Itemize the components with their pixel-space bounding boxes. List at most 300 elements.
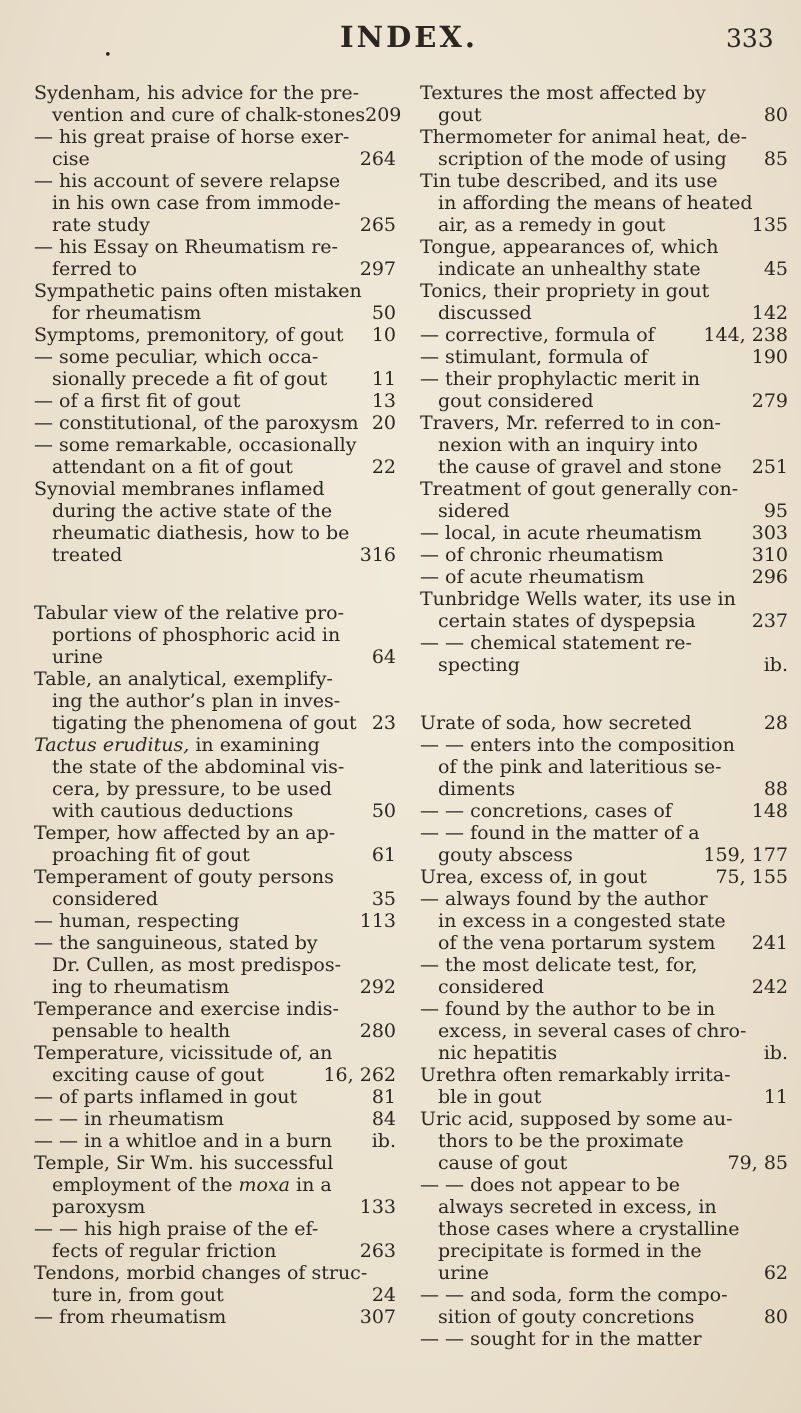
entry-line (34, 646, 396, 668)
entry-line (420, 888, 788, 910)
entry-text: precipitate is formed in the (438, 1240, 702, 1262)
page-reference: 133 (359, 1196, 396, 1218)
entry-line (420, 456, 788, 478)
entry-text: in excess in a congested state (438, 910, 726, 932)
entry-text: nic hepatitis (438, 1042, 558, 1064)
page-reference: ib. (763, 654, 788, 676)
entry-line (420, 976, 788, 998)
entry-line (420, 1262, 788, 1284)
entry-line (420, 1042, 788, 1064)
entry-text: — some remarkable, occasionally (34, 434, 357, 456)
entry-line (34, 500, 396, 522)
page-reference: 64 (371, 646, 396, 668)
section-gap (34, 566, 396, 602)
entry-text: Temperament of gouty persons (34, 866, 334, 888)
entry-text: cera, by pressure, to be used (52, 778, 332, 800)
index-entry (420, 1108, 788, 1350)
entry-line (34, 236, 396, 258)
page-reference: 307 (359, 1306, 396, 1328)
entry-line (420, 1020, 788, 1042)
entry-line (420, 778, 788, 800)
left-column (34, 82, 402, 1328)
entry-text: fects of regular friction (52, 1240, 277, 1262)
entry-line (420, 822, 788, 844)
page-reference: 35 (371, 888, 396, 910)
entry-line (34, 192, 396, 214)
index-entry (420, 280, 788, 412)
entry-text: — — sought for in the matter (420, 1328, 702, 1350)
page-reference: 61 (371, 844, 396, 866)
page-reference: 20 (371, 412, 396, 434)
index-entry (420, 82, 788, 126)
entry-line (34, 1218, 396, 1240)
entry-line (420, 610, 788, 632)
entry-text: — — in rheumatism (34, 1108, 225, 1130)
index-entry (34, 82, 402, 280)
entry-line (420, 82, 788, 104)
page-reference: 148 (751, 800, 788, 822)
page-reference: 142 (751, 302, 788, 324)
entry-line (420, 566, 788, 588)
entry-text: of the vena portarum system (438, 932, 716, 954)
entry-line (420, 104, 788, 126)
entry-line (420, 800, 788, 822)
entry-line (420, 1064, 788, 1086)
entry-text: — his great praise of horse exer- (34, 126, 350, 148)
page-reference: 280 (359, 1020, 396, 1042)
entry-text: Tactus eruditus, in examining (34, 734, 320, 756)
entry-text: diments (438, 778, 516, 800)
page-reference: 23 (371, 712, 396, 734)
page-reference: 80 (763, 1306, 788, 1328)
entry-text: considered (52, 888, 159, 910)
entry-text: thors to be the proximate (438, 1130, 684, 1152)
entry-text: Tin tube described, and its use (420, 170, 718, 192)
entry-text: tigating the phenomena of gout (52, 712, 357, 734)
entry-text: portions of phosphoric acid in (52, 624, 341, 646)
entry-text: excess, in several cases of chro- (438, 1020, 747, 1042)
entry-text: Thermometer for animal heat, de- (420, 126, 747, 148)
entry-line (420, 654, 788, 676)
entry-line (420, 954, 788, 976)
page-reference: 237 (751, 610, 788, 632)
page-title: INDEX. (340, 20, 478, 54)
entry-text: employment of the moxa in a (52, 1174, 332, 1196)
entry-text: Tonics, their propriety in gout (420, 280, 710, 302)
entry-line (420, 544, 788, 566)
entry-line (420, 324, 788, 346)
entry-line (420, 998, 788, 1020)
entry-line (34, 844, 396, 866)
entry-text: — the sanguineous, stated by (34, 932, 318, 954)
entry-text: — the most delicate test, for, (420, 954, 698, 976)
entry-text: specting (438, 654, 520, 676)
entry-line (34, 822, 396, 844)
entry-text: — of acute rheumatism (420, 566, 645, 588)
entry-line (34, 734, 396, 756)
entry-text: — of chronic rheumatism (420, 544, 664, 566)
entry-text: Treatment of gout generally con- (420, 478, 739, 500)
index-entry (420, 412, 788, 478)
entry-text: attendant on a fit of gout (52, 456, 293, 478)
entry-text: proaching fit of gout (52, 844, 250, 866)
entry-text: cise (52, 148, 90, 170)
entry-line (420, 236, 788, 258)
entry-line (420, 214, 788, 236)
entry-text: Temper, how affected by an ap- (34, 822, 336, 844)
entry-text: — of parts inflamed in gout (34, 1086, 298, 1108)
page-reference: 303 (751, 522, 788, 544)
page-reference: 279 (751, 390, 788, 412)
entry-line (34, 668, 396, 690)
entry-line (420, 1328, 788, 1350)
entry-line (34, 1130, 396, 1152)
index-entry (420, 170, 788, 236)
entry-text: — corrective, formula of (420, 324, 655, 346)
entry-text: Urethra often remarkably irrita- (420, 1064, 731, 1086)
entry-line (34, 910, 396, 932)
entry-line (420, 1306, 788, 1328)
entry-line (34, 170, 396, 192)
page-reference: 310 (751, 544, 788, 566)
entry-text: urine (52, 646, 103, 668)
entry-text: Dr. Cullen, as most predispos- (52, 954, 342, 976)
entry-text: — from rheumatism (34, 1306, 227, 1328)
index-entry (34, 1042, 396, 1152)
entry-line (34, 82, 396, 104)
entry-line (420, 346, 788, 368)
index-entry (420, 712, 788, 866)
entry-text: those cases where a crystalline (438, 1218, 740, 1240)
page-reference: 80 (763, 104, 788, 126)
entry-line (34, 1174, 396, 1196)
entry-line (420, 1152, 788, 1174)
entry-text: gout considered (438, 390, 594, 412)
entry-text: Urea, excess of, in gout (420, 866, 647, 888)
entry-line (34, 434, 396, 456)
entry-line (420, 192, 788, 214)
page-reference: 85 (763, 148, 788, 170)
entry-text: the state of the abdominal vis- (52, 756, 345, 778)
entry-line (34, 522, 396, 544)
entry-line (34, 1196, 396, 1218)
entry-text: paroxysm (52, 1196, 146, 1218)
entry-text: Sympathetic pains often mistaken (34, 280, 362, 302)
entry-text: the cause of gravel and stone (438, 456, 722, 478)
entry-line (420, 148, 788, 170)
entry-text: treated (52, 544, 123, 566)
index-entry (34, 734, 396, 822)
entry-line (34, 104, 402, 126)
index-entry (420, 478, 788, 588)
index-entry (34, 866, 396, 998)
entry-text: for rheumatism (52, 302, 202, 324)
entry-line (34, 690, 396, 712)
entry-text: — their prophylactic merit in (420, 368, 701, 390)
entry-line (34, 368, 396, 390)
entry-line (34, 478, 396, 500)
entry-line (34, 126, 396, 148)
entry-text: Sydenham, his advice for the pre- (34, 82, 360, 104)
entry-line (420, 1086, 788, 1108)
entry-text: Synovial membranes inflamed (34, 478, 325, 500)
entry-line (34, 412, 396, 434)
entry-text: — his account of severe relapse (34, 170, 341, 192)
entry-text: Travers, Mr. referred to in con- (420, 412, 721, 434)
entry-text: discussed (438, 302, 532, 324)
entry-text: ing the author’s plan in inves- (52, 690, 341, 712)
entry-line (34, 214, 396, 236)
page-reference: 264 (359, 148, 396, 170)
entry-text: — — chemical statement re- (420, 632, 692, 654)
entry-line (420, 1196, 788, 1218)
entry-line (420, 280, 788, 302)
entry-text: — always found by the author (420, 888, 708, 910)
page-reference: 84 (371, 1108, 396, 1130)
entry-line (34, 346, 396, 368)
entry-line (34, 1064, 396, 1086)
index-entry (420, 126, 788, 170)
page-reference: 241 (751, 932, 788, 954)
entry-text: Uric acid, supposed by some au- (420, 1108, 733, 1130)
entry-text: — — in a whitloe and in a burn (34, 1130, 333, 1152)
entry-text: — — found in the matter of a (420, 822, 700, 844)
page-reference: 159, 177 (703, 844, 788, 866)
entry-line (420, 412, 788, 434)
entry-text: indicate an unhealthy state (438, 258, 701, 280)
entry-line (420, 844, 788, 866)
page-reference: ib. (763, 1042, 788, 1064)
entry-line (420, 1240, 788, 1262)
page-reference: 79, 85 (727, 1152, 788, 1174)
entry-text: Urate of soda, how secreted (420, 712, 692, 734)
page-reference: 13 (371, 390, 396, 412)
page-reference: 11 (763, 1086, 788, 1108)
entry-line (34, 390, 396, 412)
entry-line (420, 632, 788, 654)
entry-line (34, 602, 396, 624)
entry-text: Temperature, vicissitude of, an (34, 1042, 333, 1064)
entry-text: vention and cure of chalk-stones209 (52, 104, 402, 126)
entry-line (420, 712, 788, 734)
entry-line (34, 302, 396, 324)
entry-line (420, 1218, 788, 1240)
header-bullet: • (104, 48, 112, 63)
entry-line (34, 932, 396, 954)
entry-text: Table, an analytical, exemplify- (34, 668, 333, 690)
entry-text: in his own case from immode- (52, 192, 341, 214)
page-reference: 22 (371, 456, 396, 478)
entry-line (420, 126, 788, 148)
entry-line (34, 712, 396, 734)
entry-text: — human, respecting (34, 910, 240, 932)
index-entry (34, 602, 396, 668)
entry-line (34, 756, 396, 778)
page-reference: 95 (763, 500, 788, 522)
entry-line (34, 1020, 396, 1042)
entry-text: ble in gout (438, 1086, 542, 1108)
entry-text: exciting cause of gout (52, 1064, 265, 1086)
entry-text: sionally precede a fit of gout (52, 368, 328, 390)
entry-text: sidered (438, 500, 510, 522)
index-entry (420, 866, 788, 1064)
entry-text: gouty abscess (438, 844, 573, 866)
entry-text: rate study (52, 214, 150, 236)
page-reference: 28 (763, 712, 788, 734)
entry-line (420, 1130, 788, 1152)
entry-text: Symptoms, premonitory, of gout (34, 324, 344, 346)
entry-text: Tongue, appearances of, which (420, 236, 719, 258)
entry-text: sition of gouty concretions (438, 1306, 695, 1328)
index-entry (34, 1152, 396, 1262)
entry-line (34, 778, 396, 800)
entry-text: always secreted in excess, in (438, 1196, 717, 1218)
entry-text: Textures the most affected by (420, 82, 706, 104)
page-header (0, 16, 801, 63)
page-reference: 62 (763, 1262, 788, 1284)
page-reference: 88 (763, 778, 788, 800)
entry-line (34, 1086, 396, 1108)
page-reference: 297 (359, 258, 396, 280)
entry-text: during the active state of the (52, 500, 333, 522)
page-reference: 265 (359, 214, 396, 236)
entry-line (420, 734, 788, 756)
entry-line (34, 324, 396, 346)
entry-line (420, 258, 788, 280)
entry-text: Temple, Sir Wm. his successful (34, 1152, 334, 1174)
page-reference: 24 (371, 1284, 396, 1306)
entry-line (420, 1174, 788, 1196)
index-entry (34, 1262, 396, 1328)
entry-text: ture in, from gout (52, 1284, 224, 1306)
entry-line (34, 866, 396, 888)
page-reference: 11 (371, 368, 396, 390)
entry-line (420, 1108, 788, 1130)
entry-line (420, 368, 788, 390)
entry-line (34, 148, 396, 170)
entry-text: Temperance and exercise indis- (34, 998, 339, 1020)
entry-text: — — does not appear to be (420, 1174, 680, 1196)
page-reference: 316 (359, 544, 396, 566)
index-entry (34, 998, 396, 1042)
entry-line (34, 976, 396, 998)
right-column (420, 82, 788, 1350)
page-reference: 242 (751, 976, 788, 998)
page-reference: 251 (751, 456, 788, 478)
page-reference: 144, 238 (703, 324, 788, 346)
index-entry (34, 668, 396, 734)
page-reference: 10 (371, 324, 396, 346)
entry-line (34, 1042, 396, 1064)
entry-text: nexion with an inquiry into (438, 434, 698, 456)
entry-line (34, 1306, 396, 1328)
entry-text: — — enters into the composition (420, 734, 735, 756)
entry-text: — local, in acute rheumatism (420, 522, 702, 544)
entry-line (420, 478, 788, 500)
entry-text: — his Essay on Rheumatism re- (34, 236, 338, 258)
index-entry (34, 280, 396, 324)
entry-line (420, 1284, 788, 1306)
entry-line (34, 954, 396, 976)
entry-text: ing to rheumatism (52, 976, 230, 998)
index-entry (34, 822, 396, 866)
entry-line (34, 1152, 396, 1174)
index-entry (420, 588, 788, 676)
entry-text: ferred to (52, 258, 137, 280)
entry-text: scription of the mode of using (438, 148, 727, 170)
entry-text: certain states of dyspepsia (438, 610, 696, 632)
page-reference: 81 (371, 1086, 396, 1108)
entry-text: in affording the means of heated (438, 192, 753, 214)
entry-text: Tunbridge Wells water, its use in (420, 588, 736, 610)
entry-text: pensable to health (52, 1020, 231, 1042)
page-reference: 50 (371, 800, 396, 822)
entry-line (420, 910, 788, 932)
entry-line (420, 434, 788, 456)
entry-text: cause of gout (438, 1152, 568, 1174)
index-entry (34, 478, 396, 566)
entry-line (34, 800, 396, 822)
page-reference: 113 (359, 910, 396, 932)
entry-text: with cautious deductions (52, 800, 294, 822)
entry-line (420, 522, 788, 544)
entry-text: — found by the author to be in (420, 998, 716, 1020)
page-reference: 75, 155 (715, 866, 788, 888)
page-reference: ib. (371, 1130, 396, 1152)
entry-text: — constitutional, of the paroxysm (34, 412, 359, 434)
entry-line (34, 624, 396, 646)
entry-text: — — concretions, cases of (420, 800, 672, 822)
entry-text: — stimulant, formula of (420, 346, 648, 368)
section-gap (420, 676, 788, 712)
page-number: 333 (726, 24, 774, 53)
entry-line (420, 390, 788, 412)
entry-text: air, as a remedy in gout (438, 214, 666, 236)
entry-line (34, 280, 396, 302)
entry-text: Tendons, morbid changes of struc- (34, 1262, 368, 1284)
entry-text: rheumatic diathesis, how to be (52, 522, 350, 544)
entry-text: Tabular view of the relative pro- (34, 602, 345, 624)
entry-line (34, 1108, 396, 1130)
page-reference: 45 (763, 258, 788, 280)
page-reference: 263 (359, 1240, 396, 1262)
entry-line (420, 932, 788, 954)
entry-line (420, 500, 788, 522)
entry-line (420, 866, 788, 888)
entry-text: considered (438, 976, 545, 998)
entry-text: — — and soda, form the compo- (420, 1284, 728, 1306)
entry-line (34, 1240, 396, 1262)
page-reference: 16, 262 (323, 1064, 396, 1086)
entry-line (34, 258, 396, 280)
entry-line (420, 756, 788, 778)
entry-text: — some peculiar, which occa- (34, 346, 319, 368)
page-reference: 292 (359, 976, 396, 998)
entry-text: gout (438, 104, 482, 126)
entry-line (34, 1262, 396, 1284)
page-reference: 190 (751, 346, 788, 368)
index-entry (420, 1064, 788, 1108)
entry-line (420, 588, 788, 610)
page-reference: 296 (751, 566, 788, 588)
entry-line (34, 544, 396, 566)
entry-text: — of a first fit of gout (34, 390, 241, 412)
entry-text: urine (438, 1262, 489, 1284)
entry-line (34, 456, 396, 478)
entry-line (420, 302, 788, 324)
page-reference: 135 (751, 214, 788, 236)
index-entry (420, 236, 788, 280)
